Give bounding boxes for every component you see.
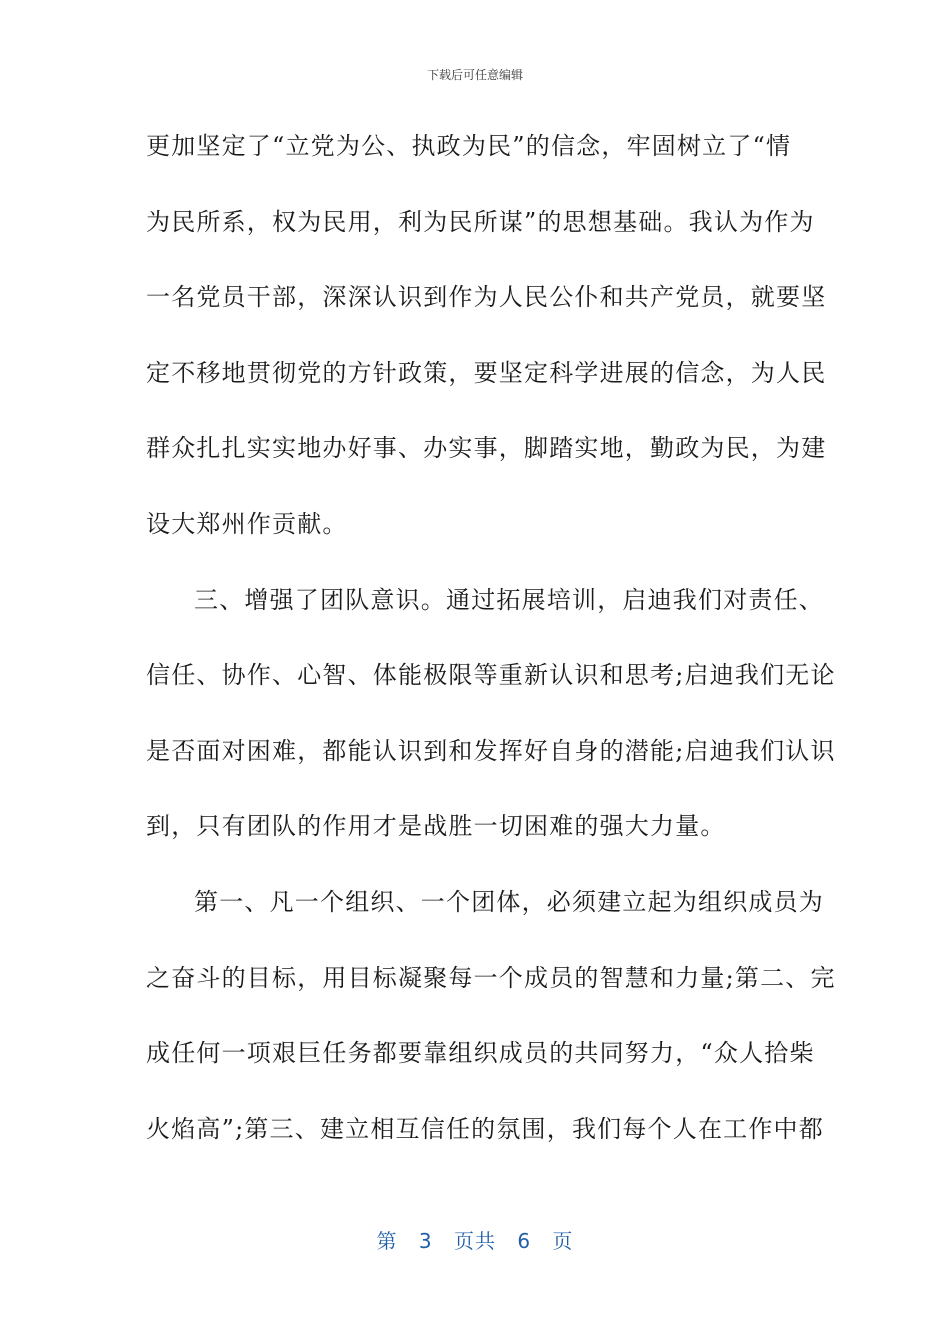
text-line: 一名党员干部，深深认识到作为人民公仆和共产党员，就要坚 <box>146 283 827 312</box>
text-line: 信任、协作、心智、体能极限等重新认识和思考;启迪我们无论 <box>146 661 836 690</box>
document-body <box>146 126 836 1184</box>
text-line: 火焰高”;第三、建立相互信任的氛围，我们每个人在工作中都 <box>146 1114 824 1143</box>
paragraph-start-line: 三、增强了团队意识。通过拓展培训，启迪我们对责任、 <box>194 585 824 614</box>
text-line: 是否面对困难，都能认识到和发挥好自身的潜能;启迪我们认识 <box>146 736 836 765</box>
text-line: 更加坚定了“立党为公、执政为民”的信念，牢固树立了“情 <box>146 132 792 160</box>
text-line: 为民所系，权为民用，利为民所谋”的思想基础。我认为作为 <box>146 207 815 236</box>
text-line: 设大郑州作贡献。 <box>146 509 348 538</box>
page-header-note: 下载后可任意编辑 <box>426 68 523 82</box>
text-line: 群众扎扎实实地办好事、办实事，脚踏实地，勤政为民，为建 <box>146 434 827 463</box>
page-number-footer: 第 3 页共 6 页 <box>376 1229 574 1253</box>
paragraph-start-line: 第一、凡一个组织、一个团体，必须建立起为组织成员为 <box>194 887 824 916</box>
text-line: 成任何一项艰巨任务都要靠组织成员的共同努力，“众人拾柴 <box>146 1039 815 1068</box>
text-line: 之奋斗的目标，用目标凝聚每一个成员的智慧和力量;第二、完 <box>146 963 836 992</box>
text-line: 定不移地贯彻党的方针政策，要坚定科学进展的信念，为人民 <box>146 358 827 387</box>
text-line: 到，只有团队的作用才是战胜一切困难的强大力量。 <box>146 812 726 841</box>
